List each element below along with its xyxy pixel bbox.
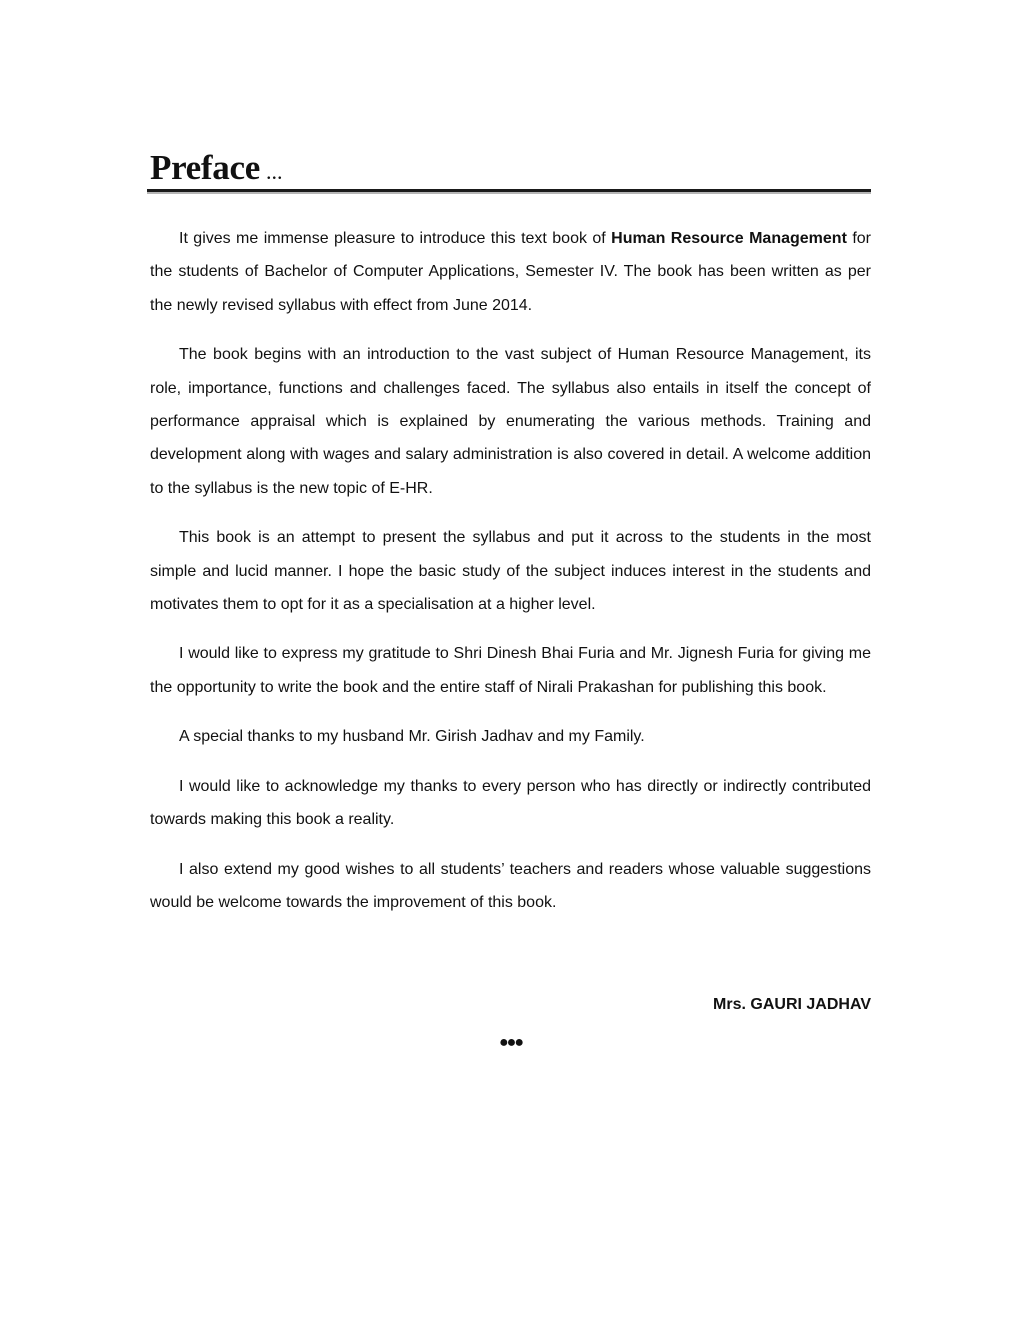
paragraph-family-thanks: A special thanks to my husband Mr. Girish Jadhav and my Family. (179, 728, 645, 746)
title-text: Preface (150, 148, 260, 187)
book-subject-title: Human Resource Management (611, 230, 847, 247)
paragraph-gratitude: I would like to express my gratitude to Shri Dinesh Bhai Furia and Mr. Jignesh Furia for giving me the opportunity to write the book and the entire staff of Nirali Prakashan for publishing this book. (150, 645, 871, 696)
paragraph-1-lead: It gives me immense pleasure to introduce this text book of (179, 230, 612, 247)
preface-body (150, 222, 871, 935)
paragraph-acknowledgement: I would like to acknowledge my thanks to every person who has directly or indirectly contributed towards making this book a reality. (150, 777, 871, 829)
paragraph-purpose: This book is an attempt to present the syllabus and put it across to the students in the most simple and lucid manner. I hope the basic study of the subject induces interest in the students and motivates them to opt for it as a specialisation at a higher level. (150, 529, 871, 614)
title-underline-shadow (147, 192, 871, 194)
paragraph-1-rest: for the students of Bachelor of Computer Applications, Semester IV. The book has been written as per the newly revised syllabus with effect from June 2014. (150, 230, 871, 314)
title-ellipsis: ... (265, 159, 283, 184)
paragraph-introduction (150, 222, 871, 322)
end-of-section-mark: ●●● (499, 1034, 522, 1051)
paragraph-contents: The book begins with an introduction to the vast subject of Human Resource Management, its role, importance, functions and challenges faced. The syllabus also entails in itself the concept of performance appraisal which is explained by enumerating the various methods. Training and development along with wages and salary administration is also covered in detail. A welcome addition to the syllabus is the new topic of E-HR. (150, 346, 871, 497)
author-signature: Mrs. GAURI JADHAV (713, 996, 871, 1013)
paragraph-good-wishes: I also extend my good wishes to all students’ teachers and readers whose valuable suggestions would be welcome towards the improvement of this book. (150, 860, 871, 911)
page-title (150, 148, 871, 188)
preface-page (150, 148, 871, 1051)
